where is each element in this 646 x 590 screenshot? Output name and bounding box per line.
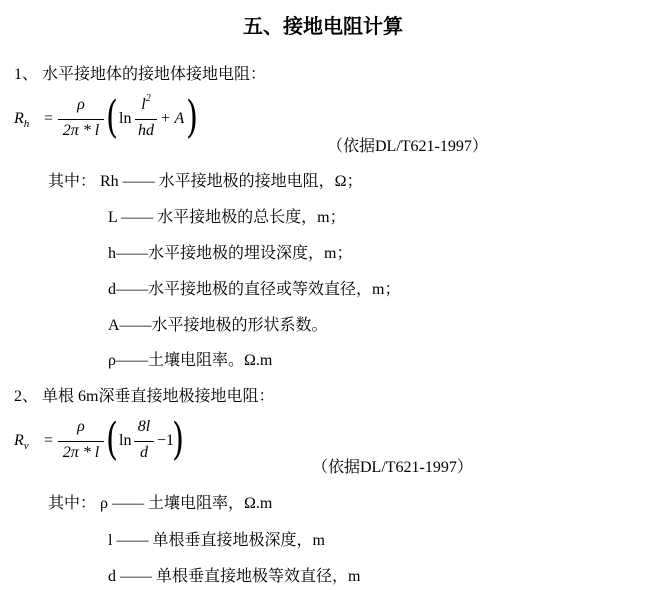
def-a: A——水平接地极的形状系数。 bbox=[108, 317, 328, 334]
def-diameter: d —— 单根垂直接地极等效直径，m bbox=[108, 568, 361, 585]
formula-equals: = bbox=[44, 432, 54, 449]
def-rho: ρ——土壤电阻率。Ω.m bbox=[108, 352, 273, 369]
formula-ln: ln bbox=[119, 110, 132, 127]
left-paren: ( bbox=[106, 414, 119, 465]
section-1-heading: 1、 水平接地体的接地体接地电阻： bbox=[14, 66, 267, 83]
right-paren: ) bbox=[186, 92, 199, 143]
page-title: 五、接地电阻计算 bbox=[243, 14, 403, 38]
inner-fraction-bar bbox=[135, 119, 157, 120]
left-paren: ( bbox=[106, 92, 119, 143]
inner-fraction-bar bbox=[134, 441, 154, 442]
reference-1: （依据DL/T621-1997） bbox=[327, 138, 488, 155]
formula-denominator: 2π * l bbox=[62, 122, 100, 139]
formula-numerator: ρ bbox=[77, 96, 85, 113]
where-label-2: 其中： bbox=[48, 495, 97, 512]
def-depth: l —— 单根垂直接地极深度，m bbox=[108, 532, 325, 549]
formula-lhs: $R_h$ bbox=[14, 110, 30, 130]
def-h: h——水平接地极的埋设深度，m； bbox=[108, 245, 353, 262]
def-rho-2: ρ —— 土壤电阻率，Ω.m bbox=[100, 495, 273, 512]
inner-denominator: d bbox=[140, 444, 148, 461]
section-2-heading: 2、 单根 6m深垂直接地极接地电阻： bbox=[14, 388, 275, 405]
right-paren: ) bbox=[172, 414, 185, 465]
def-l: L —— 水平接地极的总长度，m； bbox=[108, 209, 346, 226]
formula-minus-one: −1 bbox=[157, 432, 175, 449]
formula-equals: = bbox=[44, 110, 54, 127]
fraction-bar bbox=[58, 441, 104, 442]
def-d: d——水平接地极的直径或等效直径，m； bbox=[108, 281, 401, 298]
formula-ln: ln bbox=[119, 432, 132, 449]
formula-lhs: $R_v$ bbox=[14, 432, 29, 452]
def-rh: Rh —— 水平接地极的接地电阻，Ω； bbox=[100, 173, 363, 190]
inner-numerator: 8l bbox=[137, 418, 151, 435]
formula-denominator: 2π * l bbox=[62, 444, 100, 461]
inner-numerator: $l^2$ bbox=[141, 93, 151, 113]
formula-plus-a: + A bbox=[160, 110, 185, 127]
fraction-bar bbox=[58, 119, 104, 120]
formula-numerator: ρ bbox=[77, 418, 85, 435]
where-label-1: 其中： bbox=[48, 173, 97, 190]
inner-denominator: hd bbox=[138, 122, 154, 139]
reference-2: （依据DL/T621-1997） bbox=[312, 459, 473, 476]
